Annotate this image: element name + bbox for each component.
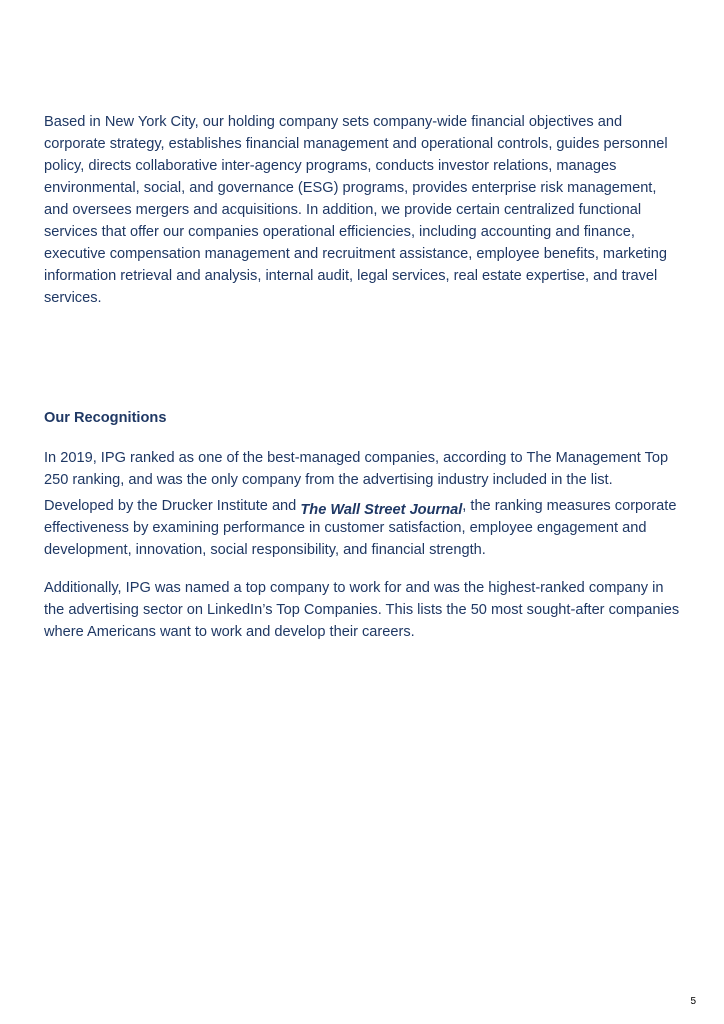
ranking-method-text-after: , the ranking measures corporate effectiveness by examining performance in customer satisfaction, employee engagement and development, innovation, social responsibility, and financial strength.: [44, 498, 677, 558]
publication-name: The Wall Street Journal: [300, 502, 463, 518]
ranking-method-text-before: Developed by the Drucker Institute and: [44, 498, 301, 514]
linkedin-paragraph: Additionally, IPG was named a top company to work for and was the highest-ranked company in the advertising sector on LinkedIn’s Top Companies. This lists the 50 most sought-after companies where Americans want to work and develop their careers.: [44, 580, 680, 640]
ranking-paragraph: In 2019, IPG ranked as one of the best-managed companies, according to The Management Top 250 ranking, and was the only company from the advertising industry included in the list.: [44, 450, 669, 488]
ranking-method-paragraph: [44, 495, 684, 561]
page-number: 5: [690, 996, 696, 1007]
section-heading-recognitions: Our Recognitions: [44, 410, 167, 426]
intro-paragraph: Based in New York City, our holding company sets company-wide financial objectives and corporate strategy, establishes financial management and operational controls, guides personnel policy, directs collaborative inter-agency programs, conducts investor relations, manages environmental, social, and governance (ESG) programs, provides enterprise risk management, and oversees mergers and acquisitions. In addition, we provide certain centralized functional services that offer our companies operational efficiencies, including accounting and finance, executive compensation management and recruitment assistance, employee benefits, marketing information retrieval and analysis, internal audit, legal services, real estate expertise, and travel services.: [44, 114, 668, 306]
